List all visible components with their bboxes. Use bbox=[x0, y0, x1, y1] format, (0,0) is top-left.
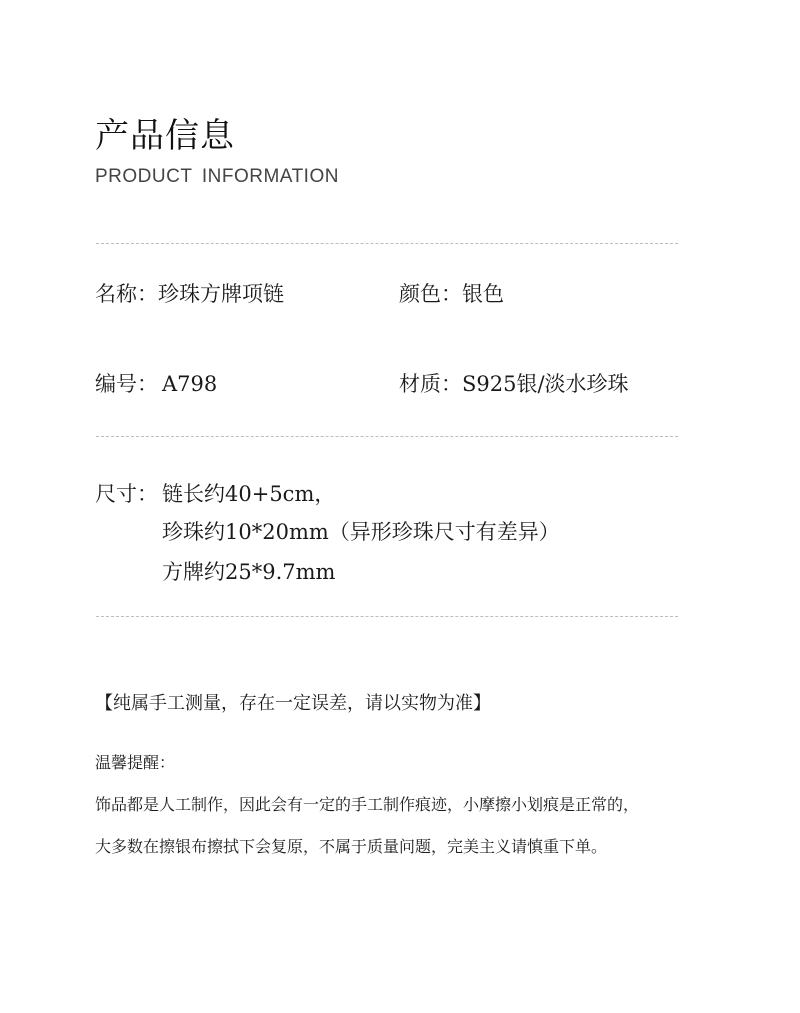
product-name-value: 珍珠方牌项链 bbox=[158, 282, 284, 306]
tips-line-2: 大多数在擦银布擦拭下会复原，不属于质量问题，完美主义请慎重下单。 bbox=[95, 837, 608, 856]
page-title: 产品信息 bbox=[95, 116, 235, 156]
divider-bottom bbox=[96, 616, 678, 617]
product-material-value: S925银/淡水珍珠 bbox=[462, 372, 629, 396]
measurement-notice: 【纯属手工测量，存在一定误差，请以实物为准】 bbox=[95, 693, 491, 714]
product-name-label: 名称： bbox=[95, 282, 158, 306]
divider-middle bbox=[96, 436, 678, 437]
product-name-row bbox=[95, 278, 284, 308]
product-code-value: A798 bbox=[162, 372, 218, 396]
size-label: 尺寸： bbox=[95, 482, 158, 506]
product-color-value: 银色 bbox=[462, 282, 504, 306]
product-material-label: 材质： bbox=[399, 372, 462, 396]
product-code-row bbox=[95, 368, 217, 398]
product-material-row bbox=[399, 368, 629, 398]
tips-line-1: 饰品都是人工制作，因此会有一定的手工制作痕迹，小摩擦小划痕是正常的， bbox=[95, 795, 640, 814]
product-code-label: 编号： bbox=[95, 372, 158, 396]
size-line-chain: 链长约40+5cm， bbox=[162, 482, 336, 506]
product-color-label: 颜色： bbox=[399, 282, 462, 306]
page-subtitle: PRODUCT INFORMATION bbox=[95, 166, 339, 187]
product-color-row bbox=[399, 278, 504, 308]
size-line-plate: 方牌约25*9.7mm bbox=[162, 560, 336, 584]
tips-title: 温馨提醒： bbox=[95, 753, 176, 772]
size-line-pearl: 珍珠约10*20mm（异形珍珠尺寸有差异） bbox=[162, 520, 560, 544]
divider-top bbox=[96, 243, 678, 244]
